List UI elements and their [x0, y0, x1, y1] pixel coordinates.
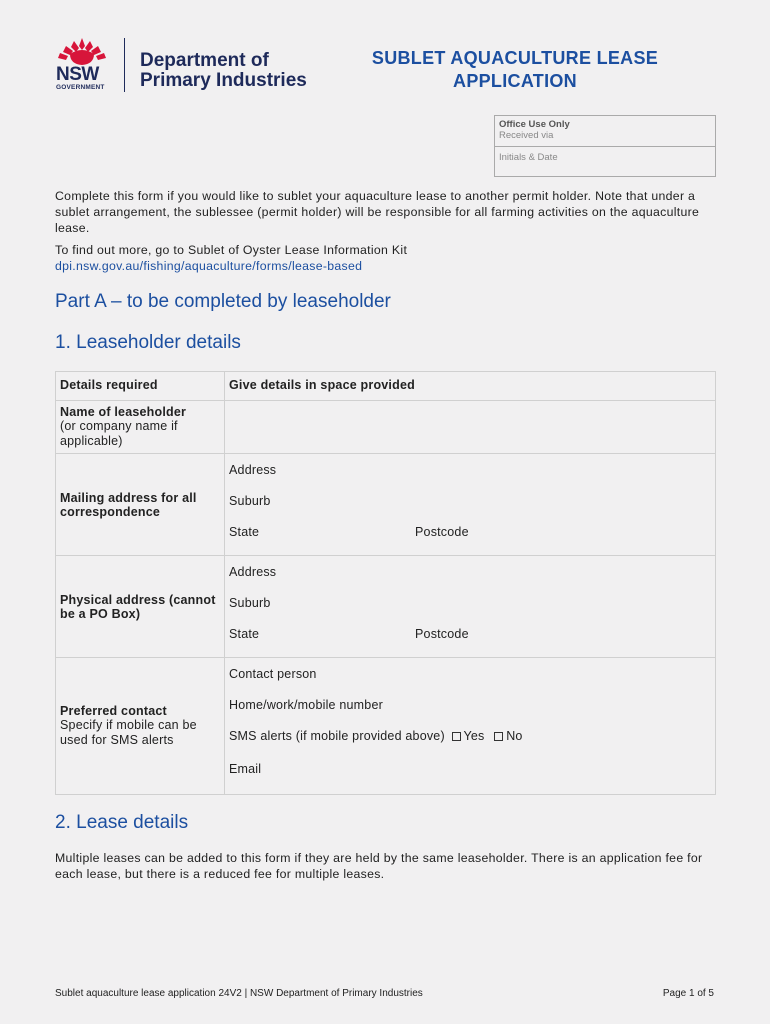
address-label: Address	[229, 463, 277, 477]
info-kit-paragraph	[55, 242, 720, 274]
form-title-line1: SUBLET AQUACULTURE LEASE	[371, 48, 659, 68]
sms-alerts-field	[229, 720, 711, 753]
state-label: State	[229, 627, 260, 641]
table-row	[56, 454, 716, 556]
name-label: Name of leaseholder	[60, 405, 187, 419]
physical-label-cell	[56, 556, 225, 658]
yes-label: Yes	[463, 729, 485, 743]
section-1-heading: 1. Leaseholder details	[55, 332, 241, 353]
waratah-icon	[54, 36, 110, 66]
mailing-suburb-field[interactable]	[229, 485, 711, 516]
postcode-label: Postcode	[415, 525, 469, 539]
col-header-details: Details required	[56, 372, 225, 401]
footer-document-info: Sublet aquaculture lease application 24V2 | NSW Department of Primary Industries	[55, 988, 423, 999]
name-input[interactable]	[225, 401, 716, 454]
contact-fields	[225, 658, 716, 795]
col-header-give-details: Give details in space provided	[225, 372, 716, 401]
contact-label-cell	[56, 658, 225, 795]
table-header-row	[56, 372, 716, 401]
physical-suburb-field[interactable]	[229, 587, 711, 618]
no-label: No	[506, 729, 523, 743]
address-label: Address	[229, 565, 277, 579]
logo-divider	[124, 38, 125, 92]
physical-state-postcode-field[interactable]	[229, 618, 711, 649]
name-label-cell	[56, 401, 225, 454]
department-name-line1: Department of	[140, 50, 269, 71]
postcode-label: Postcode	[415, 627, 469, 641]
initials-date-label: Initials & Date	[499, 152, 558, 163]
table-row	[56, 556, 716, 658]
mailing-address-field[interactable]	[229, 454, 711, 485]
name-sublabel: (or company name if applicable)	[60, 419, 178, 448]
info-kit-link[interactable]: dpi.nsw.gov.au/fishing/aquaculture/forms/lease-based	[55, 259, 363, 273]
phone-field[interactable]	[229, 689, 711, 720]
physical-label: Physical address (cannot be a PO Box)	[60, 592, 216, 621]
suburb-label: Suburb	[229, 494, 271, 508]
part-a-heading: Part A – to be completed by leaseholder	[55, 291, 391, 312]
sms-no-checkbox[interactable]	[494, 732, 503, 741]
dpi-logo	[54, 36, 324, 96]
form-title-line2: APPLICATION	[453, 71, 577, 91]
nsw-government-logo	[54, 36, 114, 94]
sms-yes-checkbox[interactable]	[452, 732, 461, 741]
government-wordmark: GOVERNMENT	[56, 84, 105, 91]
section-2-heading: 2. Lease details	[55, 812, 189, 833]
mailing-label: Mailing address for all correspondence	[60, 490, 197, 519]
mailing-state-postcode-field[interactable]	[229, 516, 711, 547]
email-label: Email	[229, 762, 262, 776]
office-use-box	[494, 115, 716, 177]
physical-address-field[interactable]	[229, 556, 711, 587]
received-via-label: Received via	[499, 130, 554, 141]
nsw-wordmark: NSW	[56, 64, 99, 85]
received-via-field[interactable]	[495, 116, 715, 146]
department-name-line2: Primary Industries	[140, 70, 307, 91]
contact-sublabel: Specify if mobile can be used for SMS alerts	[60, 718, 197, 747]
mailing-fields	[225, 454, 716, 556]
mailing-label-cell	[56, 454, 225, 556]
contact-person-field[interactable]	[229, 658, 711, 689]
contact-person-label: Contact person	[229, 667, 317, 681]
suburb-label: Suburb	[229, 596, 271, 610]
office-use-heading: Office Use Only	[499, 119, 570, 130]
state-label: State	[229, 525, 260, 539]
table-row	[56, 658, 716, 795]
contact-label: Preferred contact	[60, 704, 167, 718]
footer-page-number: Page 1 of 5	[662, 988, 714, 999]
intro-paragraph: Complete this form if you would like to sublet your aquaculture lease to another permit holder. Note that under a sublet arrangement, the sublessee (permit holder) will be responsible for all farming activities on the aquaculture lease.	[55, 189, 700, 235]
table-row	[56, 401, 716, 454]
leaseholder-details-table	[55, 371, 716, 795]
form-title	[340, 47, 690, 93]
lease-details-text: Multiple leases can be added to this form if they are held by the same leaseholder. There is an application fee for each lease, but there is a reduced fee for multiple leases.	[55, 851, 703, 881]
initials-date-field[interactable]	[495, 146, 715, 176]
email-field[interactable]	[229, 753, 711, 784]
sms-label: SMS alerts (if mobile provided above)	[229, 729, 445, 743]
phone-label: Home/work/mobile number	[229, 698, 383, 712]
physical-fields	[225, 556, 716, 658]
intro-text	[55, 188, 720, 280]
info-kit-text: To find out more, go to Sublet of Oyster Lease Information Kit	[55, 243, 408, 257]
